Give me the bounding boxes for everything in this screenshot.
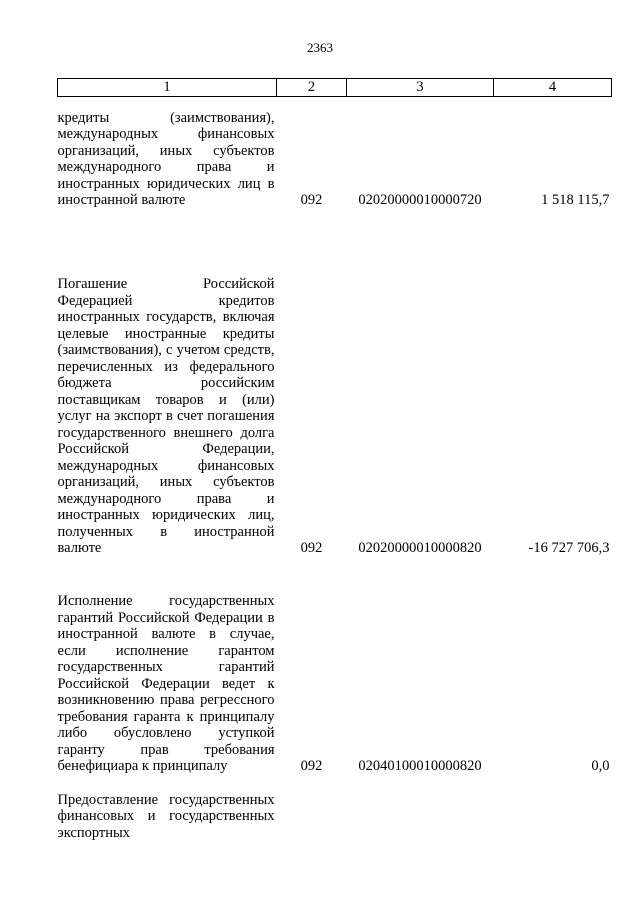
table-row <box>58 775 612 842</box>
column-header-1: 1 <box>58 79 277 97</box>
row-amount: 1 518 115,7 <box>541 192 610 208</box>
column-header-2: 2 <box>277 79 347 97</box>
table-row <box>58 557 612 775</box>
row-amount <box>494 775 612 842</box>
row-description: Предоставление государственных финансовых и государственных экспортных <box>57 791 275 841</box>
row-amount: -16 727 706,3 <box>528 540 610 556</box>
row-budget-code: 02040100010000820 <box>358 758 482 774</box>
row-budget-code: 02020000010000720 <box>358 192 482 208</box>
table-row <box>58 209 612 557</box>
table-row <box>58 96 612 209</box>
row-admin-code <box>277 775 347 842</box>
column-header-4: 4 <box>494 79 612 97</box>
row-amount: 0,0 <box>591 758 610 774</box>
row-description: Исполнение государственных гарантий Российской Федерации в иностранной валюте в случае, если исполнение гарантом государственных гарантий Российской Федерации ведет к возникновению права регрессного требования гаранта к принципалу либо обусловлено уступкой гаранту прав требования бенефициара к принципалу <box>57 593 275 774</box>
row-description: Погашение Российской Федерацией кредитов иностранных государств, включая целевые иностранные кредиты (заимствования), с учетом средств, перечисленных из федерального бюджета российским поставщикам товаров и (или) услуг на экспорт в счет погашения государственного внешнего долга Российской Федерации, международных финансовых организаций, иных субъектов международного права и иностранных юридических лиц, полученных в иностранной валюте <box>57 276 275 556</box>
column-header-3: 3 <box>347 79 494 97</box>
row-admin-code: 092 <box>300 192 323 208</box>
row-admin-code: 092 <box>300 540 323 556</box>
budget-table <box>57 78 612 841</box>
row-budget-code: 02020000010000820 <box>358 540 482 556</box>
page-number: 2363 <box>307 40 333 55</box>
table-header <box>58 79 612 97</box>
row-admin-code: 092 <box>300 758 323 774</box>
row-budget-code <box>347 775 494 842</box>
row-description: кредиты (заимствования), международных финансовых организаций, иных субъектов международного права и иностранных юридических лиц в иностранной валюте <box>57 109 275 208</box>
